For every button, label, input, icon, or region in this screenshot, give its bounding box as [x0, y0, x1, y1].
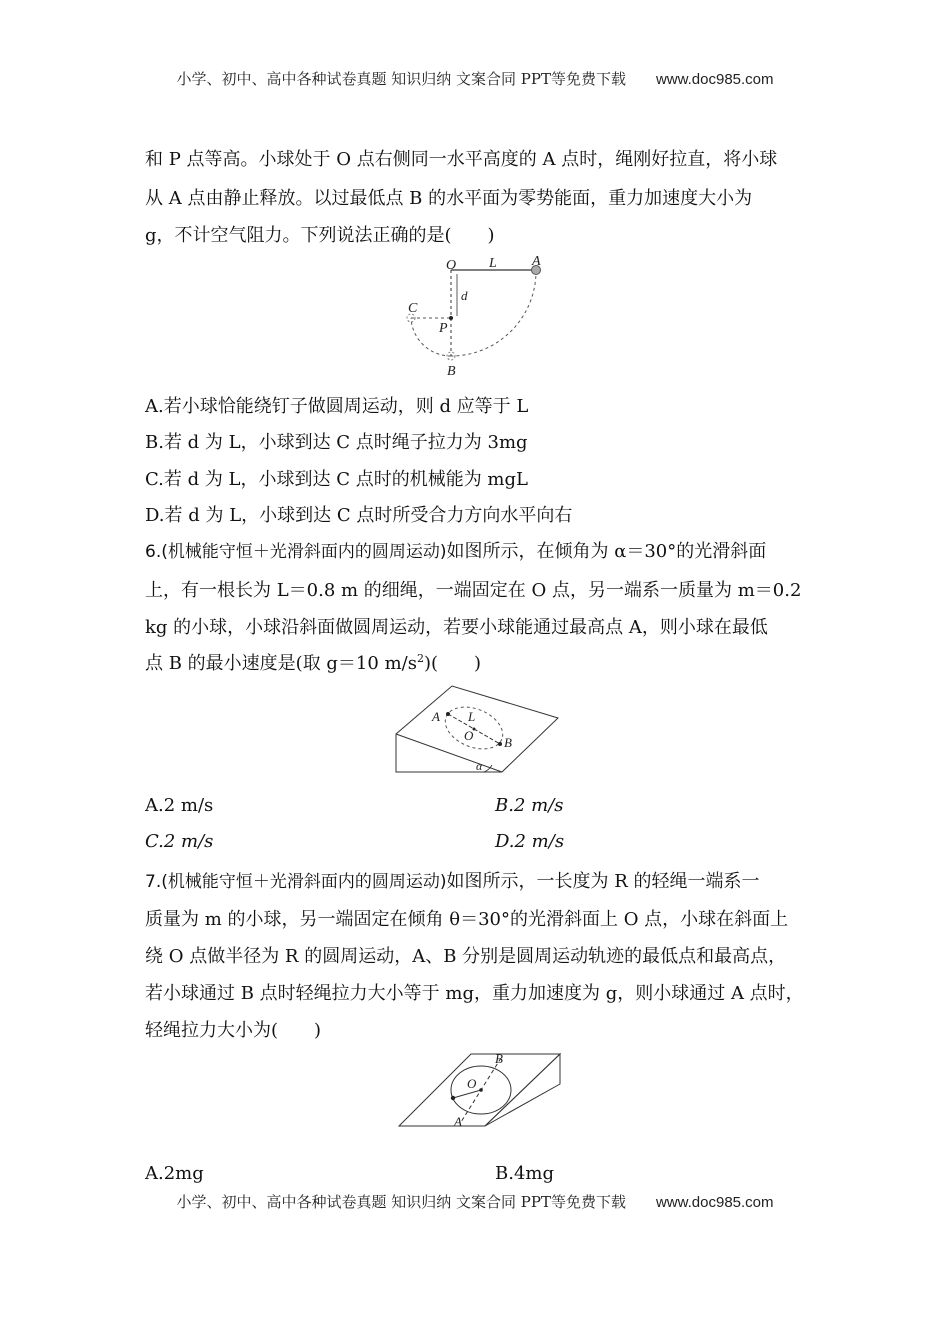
q5-option-a: A.若小球恰能绕钉子做圆周运动，则 d 应等于 L: [145, 396, 529, 417]
q7-line-3: 绕 O 点做半径为 R 的圆周运动，A、B 分别是圆周运动轨迹的最低点和最高点，: [145, 946, 787, 967]
header-text: 小学、初中、高中各种试卷真题 知识归纳 文案合同 PPT等免费下载: [176, 70, 626, 88]
q5-line-3: g，不计空气阻力。下列说法正确的是( ): [145, 225, 495, 246]
q5-line-2: 从 A 点由静止释放。以过最低点 B 的水平面为零势能面，重力加速度大小为: [145, 188, 753, 209]
q5-option-d: D.若 d 为 L，小球到达 C 点时所受合力方向水平向右: [145, 505, 573, 526]
point-a: [446, 712, 450, 716]
q6-option-a: A.2 m/s: [145, 795, 214, 816]
label-b: B: [504, 735, 512, 750]
q6-line-4-sup: 2: [416, 652, 424, 665]
q7-line-1: [145, 867, 759, 893]
q6-line-3: kg 的小球，小球沿斜面做圆周运动，若要小球能通过最高点 A，则小球在最低: [145, 617, 768, 638]
q6-option-c: C.2 m/s: [145, 831, 214, 852]
q5-line-1: 和 P 点等高。小球处于 O 点右侧同一水平高度的 A 点时，绳刚好拉直，将小球: [145, 149, 778, 170]
q5-pendulum-figure: [395, 252, 555, 382]
label-p: P: [439, 321, 448, 336]
footer-text: 小学、初中、高中各种试卷真题 知识归纳 文案合同 PPT等免费下载: [176, 1193, 626, 1211]
q7-tag: 7.(机械能守恒＋光滑斜面内的圆周运动): [145, 872, 447, 892]
label-a: A: [432, 709, 440, 724]
q7-line-1-rest: 如图所示，一长度为 R 的轻绳一端系一: [446, 871, 760, 892]
q5-option-b: B.若 d 为 L，小球到达 C 点时绳子拉力为 3mg: [145, 432, 528, 453]
q6-line-1: [145, 537, 766, 563]
q5-option-c: C.若 d 为 L，小球到达 C 点时的机械能为 mgL: [145, 469, 528, 490]
point-b: [498, 742, 502, 746]
q6-option-b: B.2 m/s: [495, 795, 564, 816]
label-c: C: [408, 301, 418, 316]
header-site-link[interactable]: www.doc985.com: [655, 71, 774, 88]
label-l: L: [468, 709, 476, 724]
page-footer: [0, 1191, 950, 1212]
q6-option-d: D.2 m/s: [495, 831, 565, 852]
label-o: O: [467, 1076, 477, 1091]
q7-line-2: 质量为 m 的小球，另一端固定在倾角 θ＝30°的光滑斜面上 O 点，小球在斜面上: [145, 909, 789, 930]
q6-line-2: 上，有一根长为 L＝0.8 m 的细绳，一端固定在 O 点，另一端系一质量为 m＝0.2: [145, 580, 802, 601]
q6-line-4: [145, 649, 481, 675]
label-b: B: [447, 364, 456, 379]
q7-option-a: A.2mg: [145, 1163, 204, 1184]
q6-line-4-post: )( ): [423, 653, 482, 674]
label-l: L: [489, 256, 497, 271]
ball: [451, 1096, 455, 1100]
q7-line-5: 轻绳拉力大小为( ): [145, 1020, 322, 1041]
q7-line-4: 若小球通过 B 点时轻绳拉力大小等于 mg，重力加速度为 g，则小球通过 A 点时，: [145, 983, 804, 1004]
label-b: B: [495, 1051, 503, 1066]
q6-incline-figure: [392, 684, 562, 778]
large-arc: [451, 270, 536, 356]
footer-site-link[interactable]: www.doc985.com: [655, 1194, 774, 1211]
q6-line-1-rest: 如图所示，在倾角为 α＝30°的光滑斜面: [446, 541, 767, 562]
q6-tag: 6.(机械能守恒＋光滑斜面内的圆周运动): [145, 542, 447, 562]
q7-incline-figure: [395, 1050, 565, 1130]
nail-p: [449, 316, 453, 320]
q6-line-4-pre: 点 B 的最小速度是(取 g＝10 m/s: [145, 653, 417, 674]
label-o: O: [464, 728, 474, 743]
incline-edge: [396, 734, 502, 772]
q7-option-b: B.4mg: [495, 1163, 554, 1184]
label-a: A: [454, 1114, 462, 1129]
label-a: A: [532, 254, 541, 269]
point-o: [479, 1088, 483, 1092]
label-alpha: α: [476, 759, 483, 773]
label-d: d: [461, 288, 468, 303]
page-header: [0, 68, 950, 89]
label-o: O: [446, 258, 457, 273]
